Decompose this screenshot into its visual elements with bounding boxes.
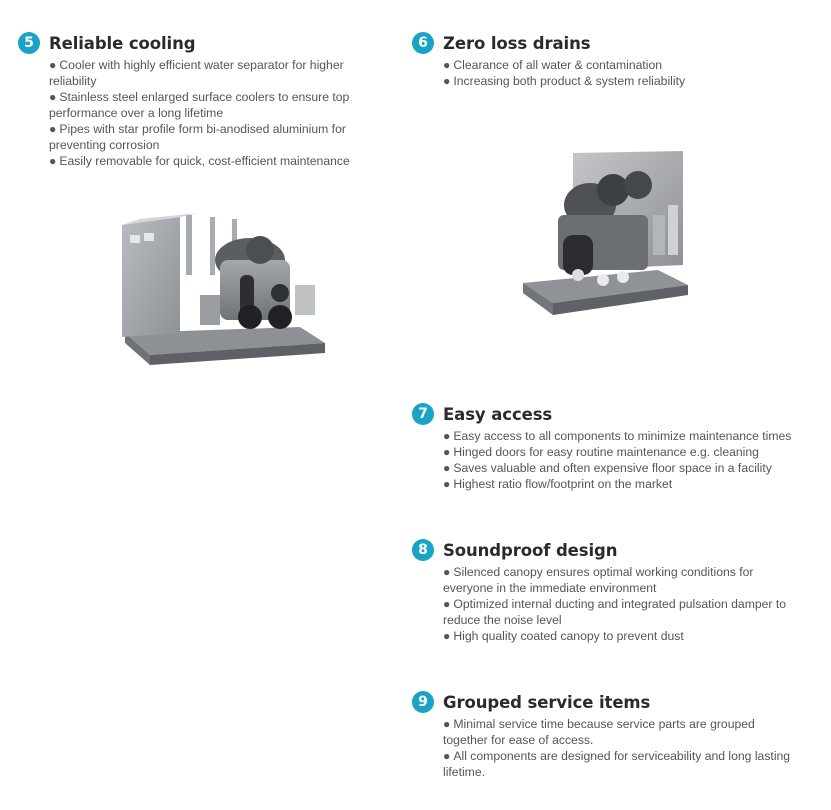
feature-list <box>49 57 394 169</box>
list-item: ● Pipes with star profile form bi-anodised aluminium for preventing corrosion <box>49 122 346 152</box>
list-item: ● Optimized internal ducting and integrated pulsation damper to reduce the noise level <box>443 597 787 627</box>
section-header <box>412 31 812 55</box>
feature-list <box>443 428 803 492</box>
section-zero-loss-drains <box>412 31 812 89</box>
section-title: Soundproof design <box>443 540 618 560</box>
list-item: ● Minimal service time because service parts are grouped together for ease of access. <box>443 717 755 747</box>
list-item: ● Stainless steel enlarged surface coolers to ensure top performance over a long lifetime <box>49 90 350 120</box>
list-item: ● Increasing both product & system reliability <box>443 74 686 88</box>
list-item: ● Silenced canopy ensures optimal working conditions for everyone in the immediate environment <box>443 565 754 595</box>
list-item: ● Clearance of all water & contamination <box>443 58 663 72</box>
section-number-badge: 7 <box>412 403 434 425</box>
section-grouped-service-items <box>412 690 812 780</box>
compressor-drains-image <box>518 145 698 325</box>
list-item: ● High quality coated canopy to prevent dust <box>443 629 684 643</box>
section-title: Easy access <box>443 404 553 424</box>
feature-list <box>443 57 803 89</box>
section-number-badge: 8 <box>412 539 434 561</box>
list-item: ● Cooler with highly efficient water separator for higher reliability <box>49 58 344 88</box>
section-header <box>412 538 812 562</box>
section-reliable-cooling <box>18 31 398 169</box>
list-item: ● Saves valuable and often expensive floor space in a facility <box>443 461 772 475</box>
section-soundproof-design <box>412 538 812 644</box>
compressor-cooling-image <box>110 205 335 375</box>
section-header <box>412 402 812 426</box>
feature-list <box>443 716 793 780</box>
list-item: ● Easily removable for quick, cost-efficient maintenance <box>49 154 350 168</box>
list-item: ● Hinged doors for easy routine maintenance e.g. cleaning <box>443 445 759 459</box>
section-title: Grouped service items <box>443 692 651 712</box>
section-title: Reliable cooling <box>49 33 196 53</box>
list-item: ● All components are designed for serviceability and long lasting lifetime. <box>443 749 791 779</box>
section-easy-access <box>412 402 812 492</box>
section-header <box>18 31 398 55</box>
list-item: ● Easy access to all components to minimize maintenance times <box>443 429 792 443</box>
list-item: ● Highest ratio flow/footprint on the market <box>443 477 673 491</box>
section-title: Zero loss drains <box>443 33 591 53</box>
feature-list <box>443 564 788 644</box>
section-number-badge: 5 <box>18 32 40 54</box>
section-header <box>412 690 812 714</box>
section-number-badge: 9 <box>412 691 434 713</box>
section-number-badge: 6 <box>412 32 434 54</box>
